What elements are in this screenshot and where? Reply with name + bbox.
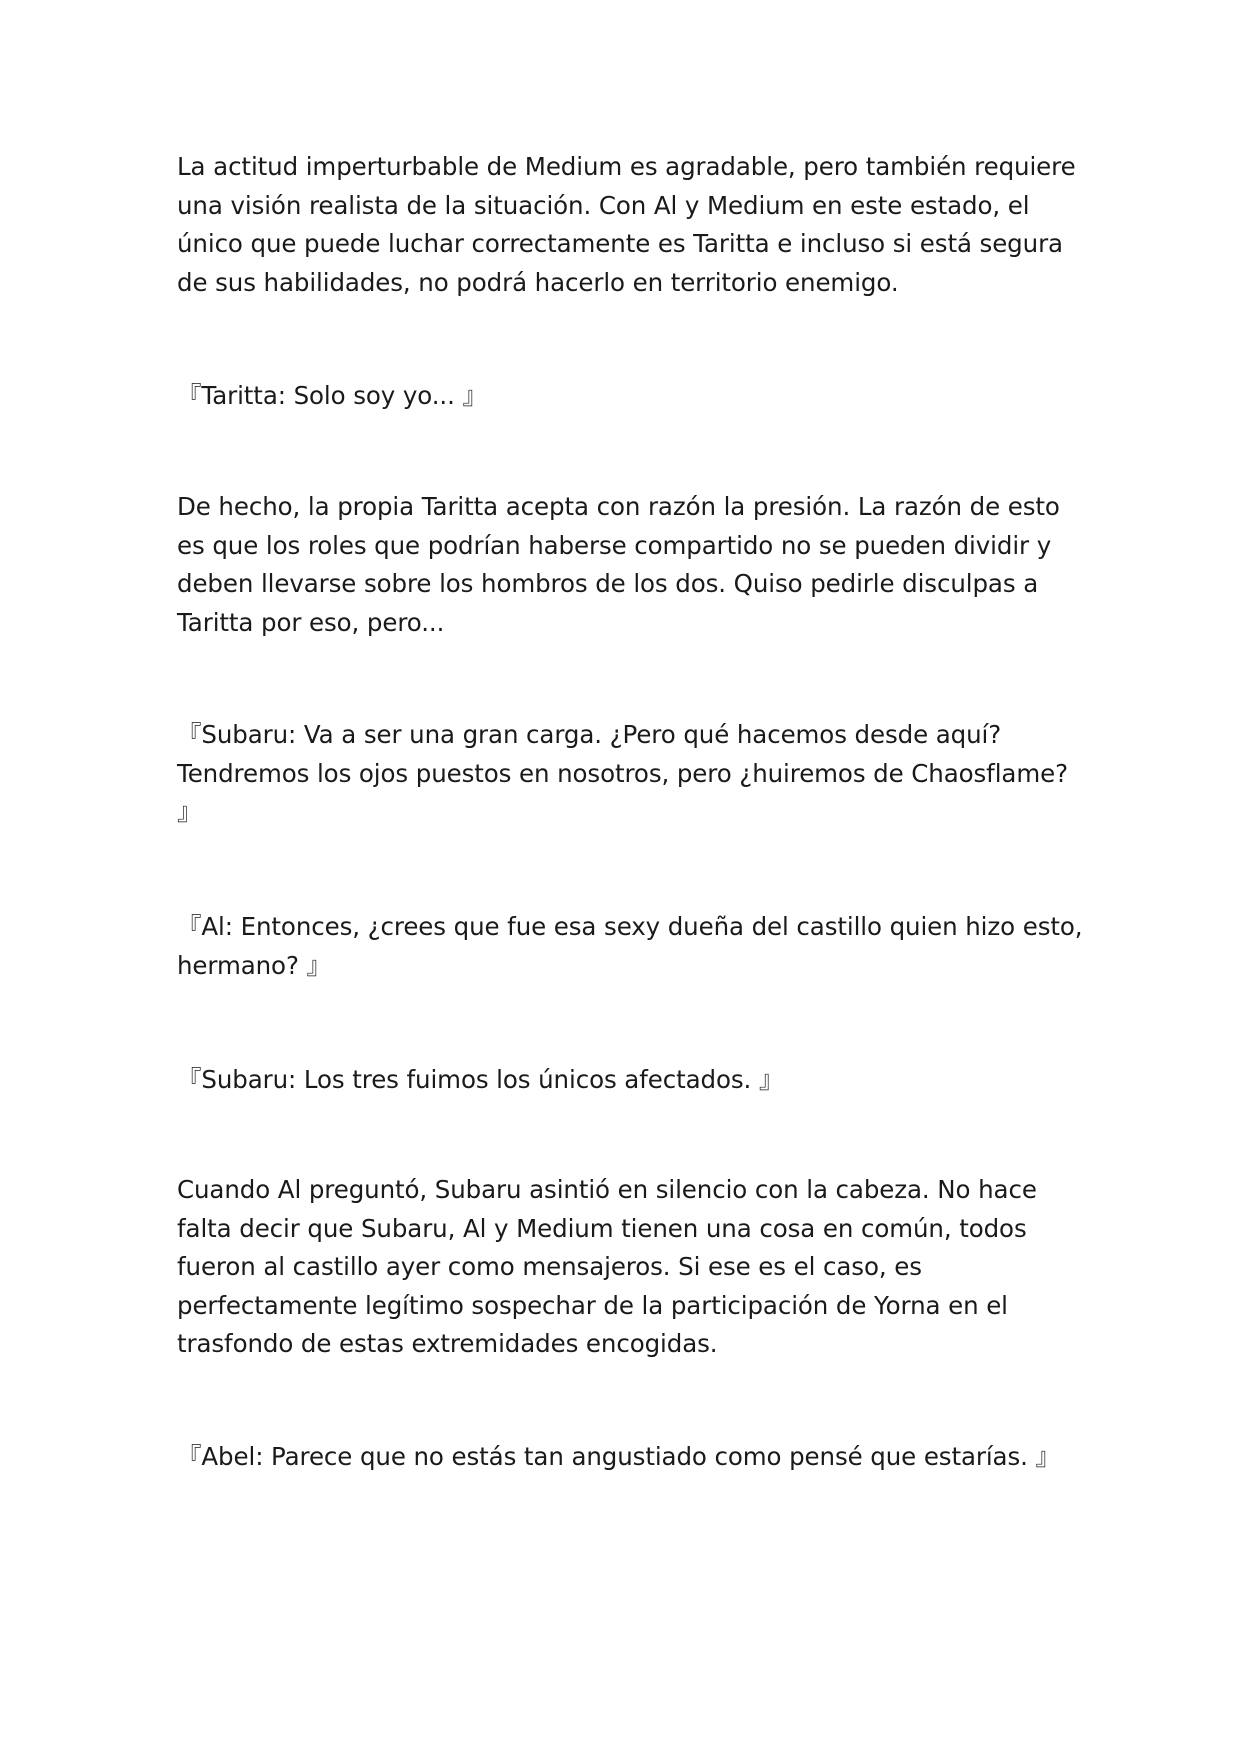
text-line: Tendremos los ojos puestos en nosotros, pero ¿huiremos de Chaosflame? [177,758,1068,788]
text-line: fueron al castillo ayer como mensajeros. Si ese es el caso, es [177,1252,922,1281]
text-line: una visión realista de la situación. Con Al y Medium en este estado, el [177,190,1030,220]
paragraph-taritta-pressure [177,488,1077,642]
paragraph-medium-attitude [177,148,1077,302]
dialogue-subaru-afectados [177,1061,1077,1100]
text-line: 』 [177,797,202,826]
dialogue-abel [177,1438,1077,1477]
text-line: falta decir que Subaru, Al y Medium tienen una cosa en común, todos [177,1213,1027,1243]
text-line: es que los roles que podrían haberse compartido no se pueden dividir y [177,530,1052,560]
text-line: de sus habilidades, no podrá hacerlo en territorio enemigo. [177,267,899,297]
text-line: De hecho, la propia Taritta acepta con razón la presión. La razón de esto [177,492,1060,521]
text-line: 『Abel: Parece que no estás tan angustiado como pensé que estarías. 』 [177,1442,1060,1471]
dialogue-al-entonces [177,908,1083,985]
text-line: deben llevarse sobre los hombros de los dos. Quiso pedirle disculpas a [177,569,1039,598]
text-line: 『Taritta: Solo soy yo... 』 [177,381,487,410]
text-line: único que puede luchar correctamente es Taritta e incluso si está segura [177,229,1063,258]
text-line: Cuando Al preguntó, Subaru asintió en silencio con la cabeza. No hace [177,1175,1037,1204]
text-line: La actitud imperturbable de Medium es agradable, pero también requiere [177,152,1076,181]
dialogue-taritta [177,377,1077,416]
text-line: trasfondo de estas extremidades encogidas. [177,1329,718,1358]
text-line: 『Subaru: Va a ser una gran carga. ¿Pero qué hacemos desde aquí? [177,720,1002,749]
text-line: 『Subaru: Los tres fuimos los únicos afectados. 』 [177,1065,784,1094]
text-line: 『Al: Entonces, ¿crees que fue esa sexy dueña del castillo quien hizo esto, [177,912,1083,941]
text-line: perfectamente legítimo sospechar de la participación de Yorna en el [177,1290,1008,1320]
text-line: Taritta por eso, pero... [177,607,445,637]
paragraph-al-pregunto [177,1171,1077,1364]
text-line: hermano? 』 [177,950,331,980]
dialogue-subaru-carga [177,716,1077,832]
